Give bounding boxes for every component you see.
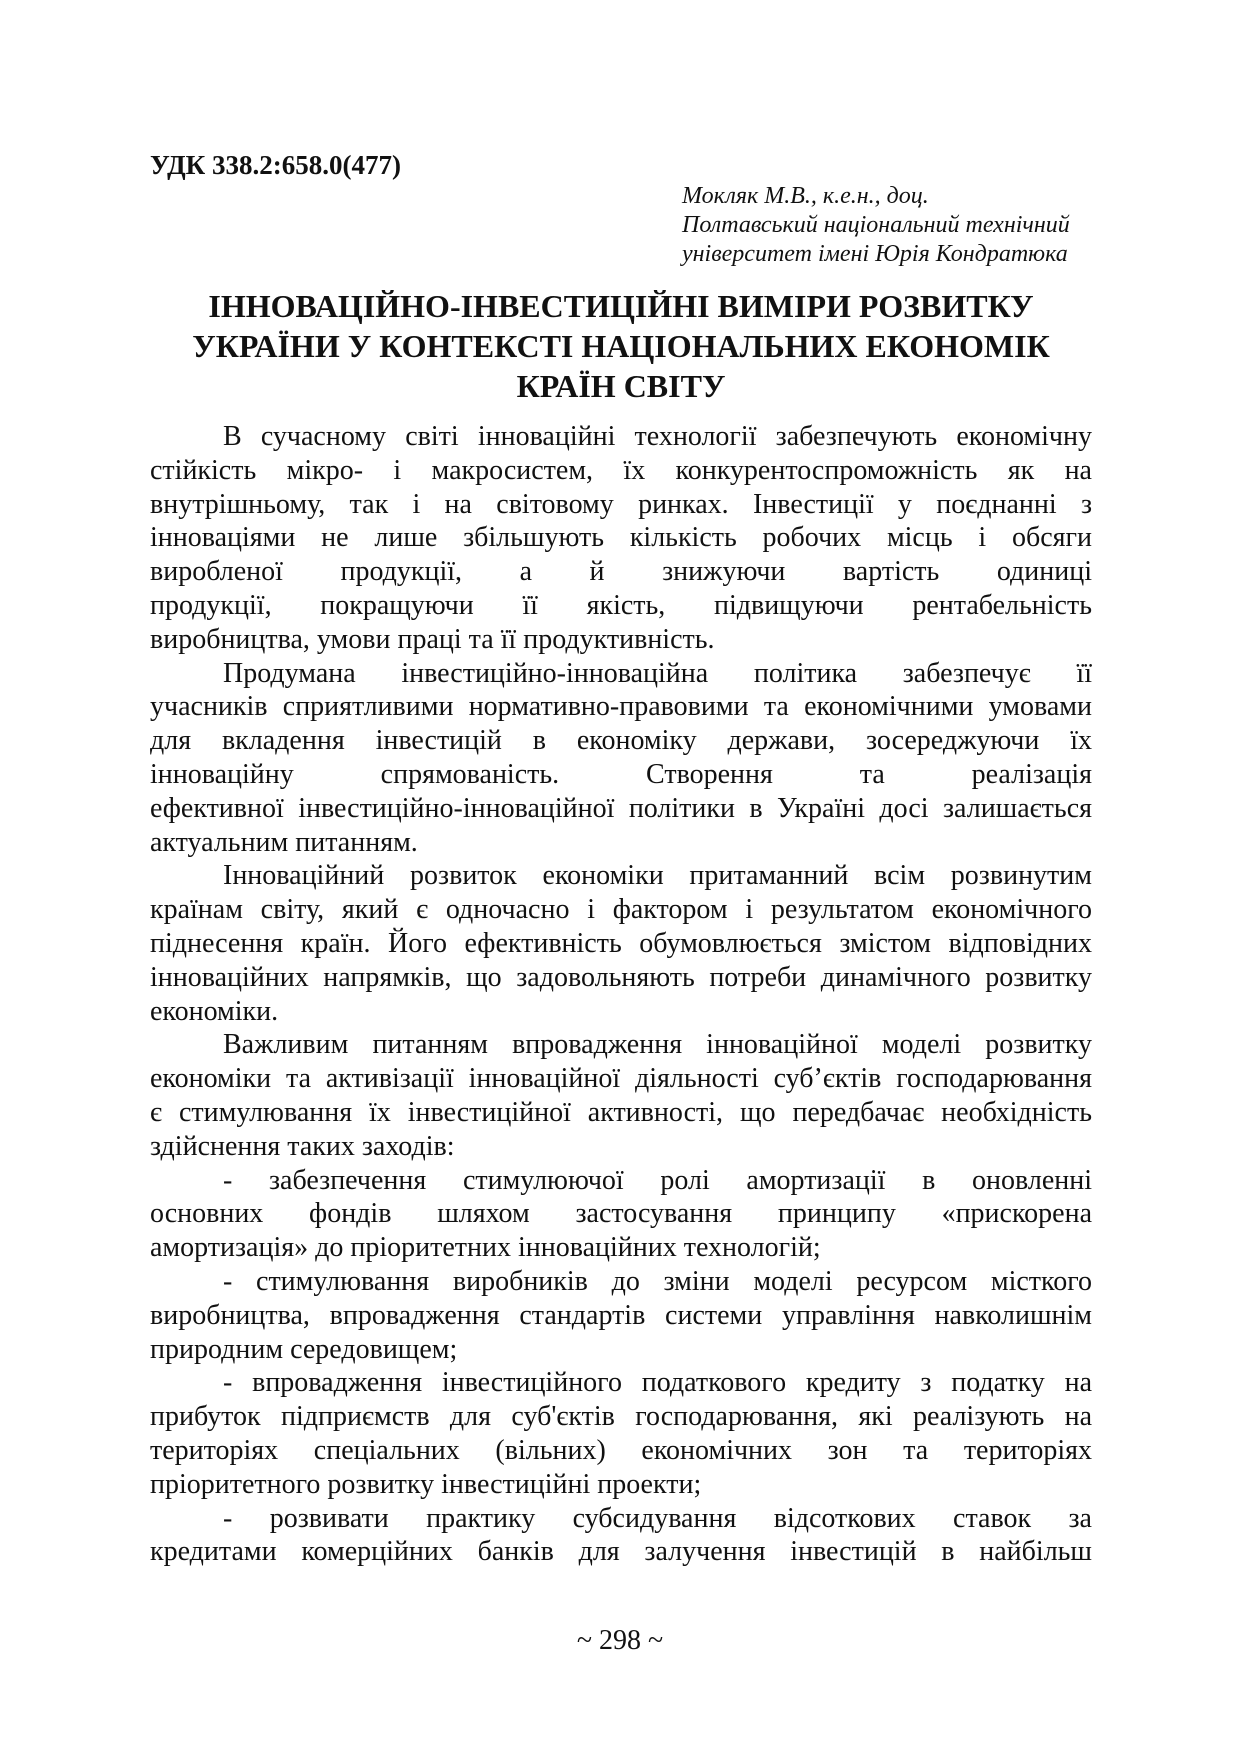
text-line: країнам світу, який є одночасно і фактором і результатом економічного [150, 894, 1092, 926]
text-line: основних фондів шляхом застосування принципу «прискорена [150, 1198, 1092, 1230]
author-block [682, 182, 1070, 269]
text-line: інноваційних напрямків, що задовольняють потреби динамічного розвитку [150, 961, 1092, 993]
text-line: Інноваційний розвиток економіки притаманний всім розвинутим [223, 860, 1092, 892]
text-line: - впровадження інвестиційного податкового кредиту з податку на [223, 1367, 1092, 1399]
text-line: економіки та активізації інноваційної діяльності суб’єктів господарювання [150, 1063, 1092, 1095]
title-line: КРАЇН СВІТУ [516, 368, 726, 404]
text-line: прибуток підприємств для суб'єктів господарювання, які реалізують на [150, 1401, 1092, 1433]
list-item [150, 1502, 1092, 1570]
text-line: пріоритетного розвитку інвестиційні проекти; [150, 1468, 702, 1500]
text-line: виробленої продукції, а й знижуючи вартість одиниці [150, 556, 1092, 588]
text-line: Продумана інвестиційно-інноваційна політика забезпечує її [223, 657, 1092, 689]
text-line: територіях спеціальних (вільних) економічних зон та територіях [150, 1434, 1092, 1466]
text-line: стійкість мікро- і макросистем, їх конкурентоспроможність як на [150, 454, 1092, 486]
page-number: ~ 298 ~ [576, 1625, 664, 1656]
text-line: для вкладення інвестицій в економіку держави, зосереджуючи їх [150, 725, 1092, 757]
author-affiliation: університет імені Юрія Кондратюка [682, 241, 1068, 267]
text-line: внутрішньому, так і на світовому ринках. Інвестиції у поєднанні з [150, 488, 1092, 520]
text-line: інноваціями не лише збільшують кількість робочих місць і обсяги [150, 522, 1092, 554]
text-line: піднесення країн. Його ефективність обумовлюється змістом відповідних [150, 927, 1092, 959]
text-line: економіки. [150, 995, 279, 1027]
text-line: продукції, покращуючи її якість, підвищуючи рентабельність [150, 589, 1092, 621]
paragraph [150, 1028, 1092, 1163]
text-line: - розвивати практику субсидування відсоткових ставок за [223, 1502, 1092, 1534]
article-body [150, 420, 1092, 1569]
udc-code: УДК 338.2:658.0(477) [150, 150, 401, 180]
text-line: Важливим питанням впровадження інноваційної моделі розвитку [223, 1029, 1092, 1061]
list-item [150, 1366, 1092, 1501]
list-item [150, 1164, 1092, 1265]
text-line: є стимулювання їх інвестиційної активності, що передбачає необхідність [150, 1096, 1092, 1128]
paragraph [150, 420, 1092, 657]
text-line: ефективної інвестиційно-інноваційної політики в Україні досі залишається [150, 792, 1092, 824]
text-line: актуальним питанням. [150, 826, 418, 858]
article-title [150, 286, 1092, 406]
author-affiliation: Полтавський національний технічний [682, 212, 1070, 238]
author-name: Мокляк М.В., к.е.н., доц. [682, 183, 929, 209]
text-line: В сучасному світі інноваційні технології забезпечують економічну [223, 421, 1092, 452]
paragraph [150, 657, 1092, 860]
text-line: учасників сприятливими нормативно-правовими та економічними умовами [150, 691, 1092, 723]
text-line: інноваційну спрямованість. Створення та реалізація [150, 758, 1092, 790]
text-line: природним середовищем; [150, 1333, 458, 1365]
paragraph [150, 859, 1092, 1028]
text-line: амортизація» до пріоритетних інноваційних технологій; [150, 1232, 821, 1264]
text-line: кредитами комерційних банків для залучення інвестицій в найбільш [150, 1536, 1092, 1568]
text-line: - стимулювання виробників до зміни моделі ресурсом місткого [223, 1265, 1092, 1297]
title-line: УКРАЇНИ У КОНТЕКСТІ НАЦІОНАЛЬНИХ ЕКОНОМІК [192, 328, 1050, 364]
title-line: ІННОВАЦІЙНО-ІНВЕСТИЦІЙНІ ВИМІРИ РОЗВИТКУ [208, 288, 1034, 324]
text-line: здійснення таких заходів: [150, 1130, 455, 1162]
text-line: виробництва, умови праці та її продуктивність. [150, 623, 715, 655]
list-item [150, 1265, 1092, 1366]
text-line: виробництва, впровадження стандартів системи управління навколишнім [150, 1299, 1092, 1331]
text-line: - забезпечення стимулюючої ролі амортизації в оновленні [223, 1164, 1092, 1196]
